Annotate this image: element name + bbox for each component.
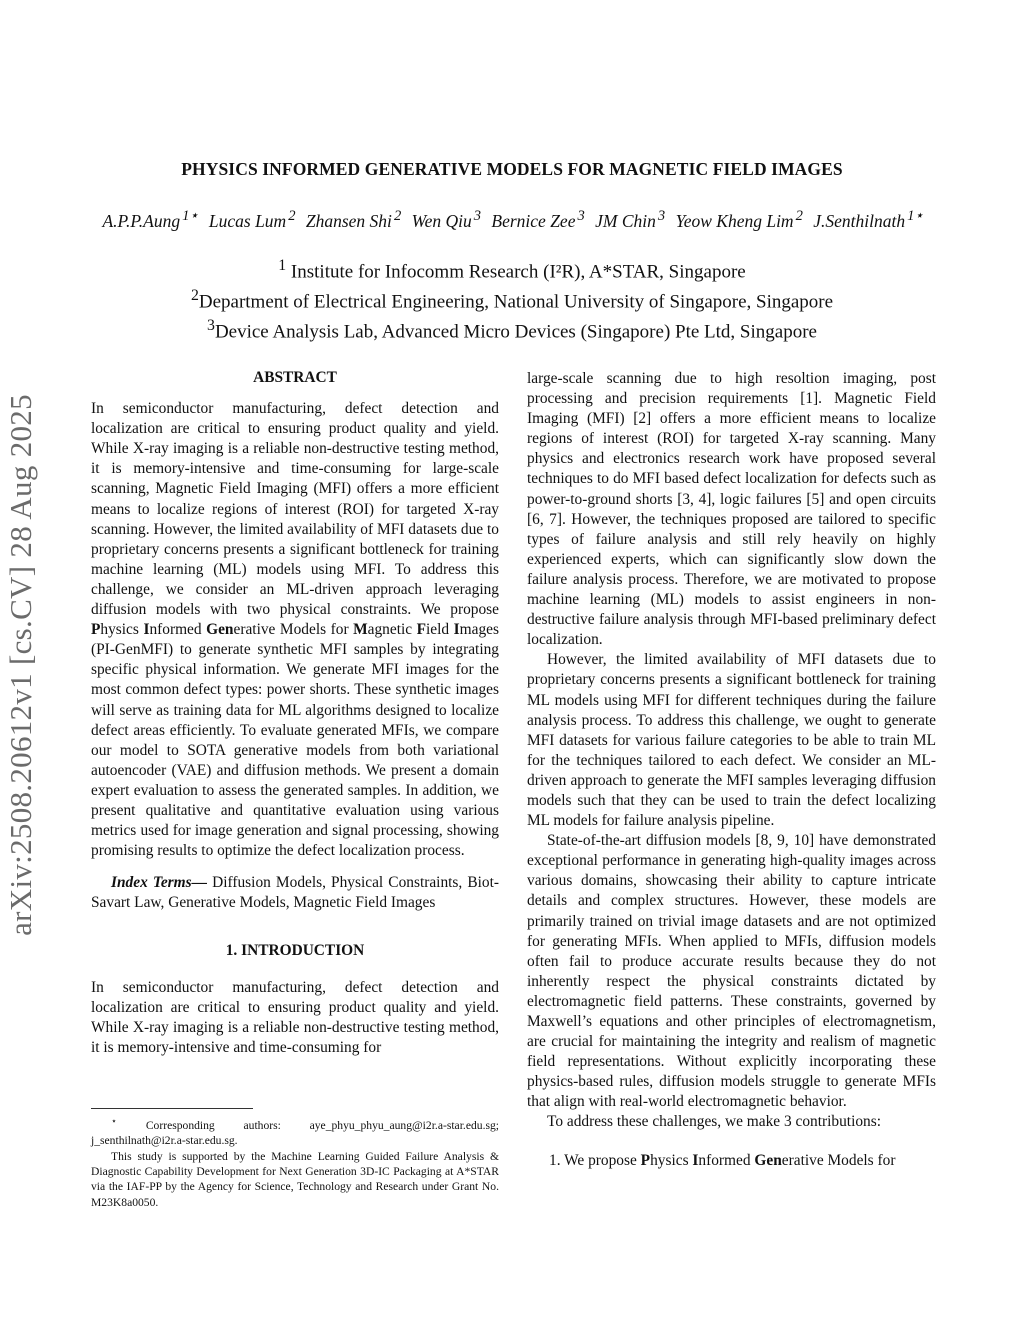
affiliation: $^3$Device Analysis Lab, Advanced Micro Devices (Singapore) Pte Ltd, Singapore	[207, 316, 817, 342]
intro-paragraph: However, the limited availability of MFI datasets due to proprietary concerns presents a significant bottleneck for training ML models using MFI for different techniques during the failure analysis process. To address this challenge, we ought to generate MFI datasets for various failure categories to be able to train ML for the techniques tailored to each defect. We consider an ML-driven approach to generate the MFI samples leveraging diffusion models such that they can be used to train the defect localizing ML models for failure analysis pipeline.	[527, 651, 936, 830]
abstract-heading: ABSTRACT	[253, 369, 337, 386]
author: JM Chin $^3$	[595, 208, 666, 231]
affiliation: $^2$Department of Electrical Engineering, National University of Singapore, Singapore	[190, 286, 834, 313]
right-column	[527, 369, 936, 1171]
author: Lucas Lum $^2$	[208, 208, 296, 231]
arxiv-identifier: arXiv:2508.20612v1 [cs.CV] 28 Aug 2025	[3, 394, 38, 936]
intro-paragraph: To address these challenges, we make 3 contributions:	[547, 1113, 882, 1131]
arxiv-side-stamp	[4, 370, 38, 960]
intro-paragraph: State-of-the-art diffusion models [8, 9, 10] have demonstrated exceptional performance in generating high-quality images across various domains, showcasing their ability to capture intricate details and complex structures. However, these models are primarily trained on trivial image datasets and are not optimized for generating MFIs. When applied to MFIs, diffusion models often fail to produce accurate results because they do not inherently respect the physical constraints dictated by electromagnetic field patterns. These constraints, governed by Maxwell’s equations and other principles of electromagnetism, are crucial for maintaining the integrity and realism of magnetic field representations. Without explicitly incorporating these physics-based rules, diffusion models struggle to generate MFIs that align with real-world electromagnetic behavior.	[527, 832, 936, 1111]
author-list	[0, 207, 1024, 232]
intro-paragraph: In semiconductor manufacturing, defect detection and localization are critical to ensuring product quality and yield. While X-ray imaging is a reliable non-destructive testing method, it is memory-intensive and time-consuming for	[91, 978, 499, 1056]
section-heading-introduction: 1. INTRODUCTION	[225, 942, 365, 960]
affiliation-list	[0, 254, 1024, 343]
affiliation: $^1$ Institute for Infocomm Research (I²R), A*STAR, Singapore	[278, 257, 746, 283]
footnote-rule	[91, 1108, 253, 1109]
contribution-list-item: 1. We propose Physics Informed Generative Models for	[549, 1151, 896, 1169]
paper-title: PHYSICS INFORMED GENERATIVE MODELS FOR MAGNETIC FIELD IMAGES	[181, 159, 843, 179]
author: A.P.P.Aung $^{1⋆}$	[102, 208, 199, 231]
author: Zhansen Shi $^2$	[305, 208, 402, 231]
intro-paragraph: large-scale scanning due to high resoltion imaging, post processing and precision requirements [1]. Magnetic Field Imaging (MFI) [2] offers a more efficient means to localize regions of interest (ROI) for targeted X-ray scanning. Many physics and electronics research work have proposed several techniques to do MFI based defect localization for defects such as power-to-ground shorts [3, 4], logic failures [5] and open circuits [6, 7]. However, the techniques proposed are tailored to specific types of failure analysis and still rely heavily on highly experienced experts, which can significantly slow down the failure analysis process. Therefore, we are motivated to propose machine learning (ML) models to assist engineers in non-destructive failure analysis through MFI-based preliminary defect localization.	[527, 370, 936, 649]
footnote-funding: This study is supported by the Machine Learning Guided Failure Analysis & Diagnostic Capability Development for Next Generation 3D-IC Packaging at A*STAR via the IAF-PP by the Agency for Science, Technology and Research under Grant No. M23K8a0050.	[91, 1149, 499, 1209]
author: Bernice Zee $^3$	[491, 208, 585, 231]
author: Yeow Kheng Lim $^2$	[675, 208, 803, 231]
abstract-body: In semiconductor manufacturing, defect detection and localization are critical to ensuring product quality and yield. While X-ray imaging is a reliable non-destructive testing method, it is memory-intensive and time-consuming for large-scale scanning, Magnetic Field Imaging (MFI) offers a more efficient means to localize regions of interest (ROI) for targeted X-ray scanning. However, the limited availability of MFI datasets due to proprietary concerns presents a significant bottleneck for training machine learning (ML) models using MFI. To address this challenge, we consider an ML-driven approach leveraging diffusion models with two physical constraints. We propose Physics Informed Generative Models for Magnetic Field Images (PI-GenMFI) to generate synthetic MFI samples by integrating specific physical information. We generate MFI images for the most common defect types: power shorts. These synthetic images will serve as training data for ML algorithms designed to localize defect areas efficiently. To evaluate generated MFIs, we compare our model to SOTA generative models from both variational autoencoder (VAE) and diffusion methods. We present a domain expert evaluation to assess the generated samples. In addition, we present qualitative and quantitative evaluation using various metrics used for image generation and signal processing, showing promising results to optimize the defect localization process.	[91, 400, 499, 860]
footnote-corresponding: ⋆ Corresponding authors: aye_phyu_phyu_aung@i2r.a-star.edu.sg; j_senthilnath@i2r.a-star.edu.sg.	[91, 1116, 499, 1148]
index-terms: Index Terms— Diffusion Models, Physical Constraints, Biot-Savart Law, Generative Models, Magnetic Field Images	[91, 874, 499, 912]
author: J.Senthilnath $^{1⋆}$	[813, 208, 924, 231]
footnotes	[91, 1114, 499, 1210]
left-column	[91, 368, 499, 1058]
author: Wen Qiu $^3$	[411, 208, 482, 231]
